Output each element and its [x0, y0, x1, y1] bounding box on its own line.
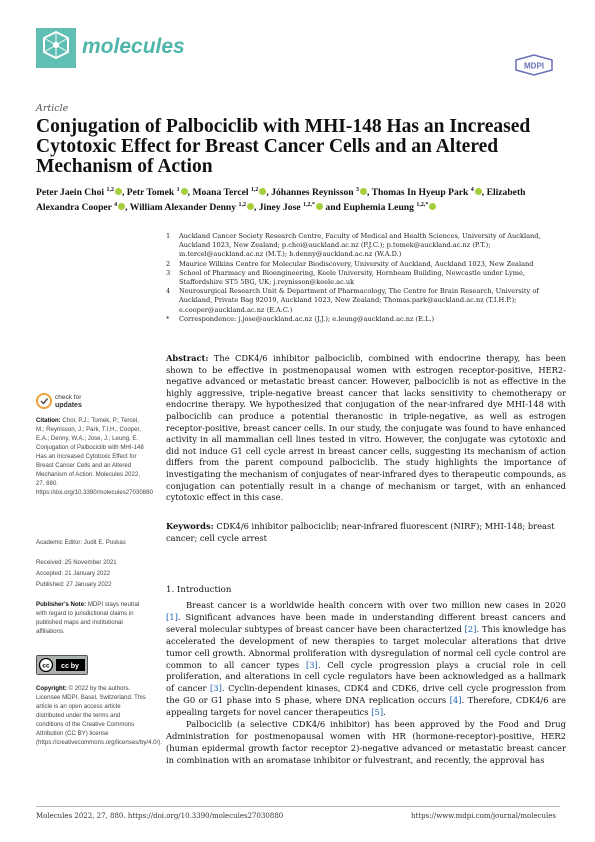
affiliation-item	[166, 315, 566, 324]
footer-journal-link[interactable]: https://www.mdpi.com/journal/molecules	[410, 812, 556, 820]
author-name: William Alexander Denny $^{1,2}$	[130, 202, 254, 213]
author-affiliation-marker: 1	[176, 187, 180, 193]
copyright-label: Copyright:	[36, 685, 67, 692]
mdpi-logo-icon	[514, 54, 554, 76]
orcid-icon[interactable]	[115, 188, 122, 195]
section-heading: 1. Introduction	[166, 585, 232, 595]
citation-link[interactable]: [2]	[464, 623, 477, 634]
svg-text:updates: updates	[55, 402, 82, 409]
orcid-icon[interactable]	[247, 203, 254, 210]
author-affiliation-marker: 1,2,*	[416, 202, 429, 209]
author-affiliation-marker: 1,2	[250, 187, 259, 193]
author-list: Peter Jaein Choi $^{1,2}$ , Petr Tomek $^1$ , Moana Tercel $^{1,2}$ , Jóhannes Reynisson $^3$ , Thomas In Hyeup Park $^4$ , Elizabeth Alexandra Cooper $^4$ , William Alexander Denny $^{1,2}$ , Jiney Jose $^{1,2,*}$ and Euphemia Leung $^{1,2,*}$	[36, 187, 526, 214]
svg-text:cc: cc	[42, 662, 50, 670]
journal-name: molecules	[82, 35, 185, 58]
citation-block	[36, 416, 153, 497]
orcid-icon[interactable]	[475, 188, 482, 195]
affiliation-text: Correspondence: j.jose@auckland.ac.nz (J.J.); e.leung@auckland.ac.nz (E.L.)	[179, 314, 435, 323]
paper-title: Conjugation of Palbociclib with MHI-148 Has an Increased Cytotoxic Effect for Breast Cancer Cells and an Altered Mechanism of Action	[36, 116, 531, 177]
received-date: Received: 25 November 2021	[36, 559, 117, 566]
author-affiliation-marker: 4	[114, 202, 118, 209]
body-text-run: . This knowledge has accelerated the development of new therapies to target molecular alterations that drive tumor cell growth. Abnormal proliferation with dysregulation of normal cell cycle control are common to all cancer types	[166, 623, 566, 670]
affiliation-text: Auckland Cancer Society Research Centre, Faculty of Medical and Health Sciences, University of Auckland, Auckland 1023, New Zealand; p.choi@auckland.ac.nz (P.J.C.); p.tomek@auckland.ac.nz (P.T.); m.tercel@auckland.ac.nz (M.T.); b.denny@auckland.ac.nz (W.A.D.)	[179, 232, 541, 259]
check-for-updates-button[interactable]	[36, 391, 104, 411]
orcid-icon[interactable]	[316, 203, 323, 210]
keywords	[166, 521, 566, 544]
published-date: Published: 27 January 2022	[36, 581, 112, 588]
orcid-icon[interactable]	[360, 188, 367, 195]
citation-link[interactable]: [5]	[371, 707, 384, 718]
cc-by-license-icon[interactable]	[36, 655, 88, 675]
author-affiliation-marker: 3	[355, 187, 359, 193]
abstract-text: The CDK4/6 inhibitor palbociclib, combined with endocrine therapy, has been shown to be effective in postmenopausal women with estrogen receptor-positive, HER2-negative advanced or metastatic breast cancer. However, palbociclib is not as effective in the highly aggressive, triple-negative breast cancer that lacks sensitivity to chemotherapy or endocrine therapy. We hypothesized that conjugation of the near-infrared dye MHI-148 with palbociclib can produce a potential theranostic in triple-negative, as well as estrogen receptor-positive, breast cancer cells. In our study, the conjugate was found to have enhanced activity in all mammalian cell lines tested in vitro. However, the conjugate was cytotoxic and did not induce G1 cell cycle arrest in breast cancer cells, suggesting its mechanism of action differs from the parent compound palbociclib. The study highlights the importance of investigating the mechanism of conjugates of near-infrared dyes to therapeutic compounds, as conjugation can potentially result in a change of mechanism or target, with an enhanced cytotoxic effect in this case.	[166, 353, 567, 503]
author-affiliation-marker: 4	[470, 187, 474, 193]
body-text-run: . Therefore, CDK4/6 are appealing targets for novel cancer therapeutics	[166, 695, 566, 718]
author-name: Petr Tomek $^1$	[127, 187, 188, 198]
affiliation-item	[166, 269, 566, 287]
body-paragraph: Palbociclib (a selective CDK4/6 inhibitor) has been approved by the Food and Drug Administration for postmenopausal women with HR (hormone-receptor)-positive, HER2 (human epidermal growth factor receptor 2)-negative advanced or metastatic breast cancer in combination with an aromatase inhibitor or fulvestrant, and recently, the approval has	[166, 719, 566, 765]
citation-link[interactable]: [4]	[449, 695, 462, 706]
citation-link[interactable]: [3]	[210, 683, 222, 694]
body-text-run: Breast cancer is a worldwide health concern with over two million new cases in 2020	[186, 600, 566, 610]
copyright: Copyright: © 2022 by the authors. Licensee MDPI, Basel, Switzerland. This article is an open access article distributed under the terms and conditions of the Creative Commons Attribution (CC BY) license (https://creativecommons.org/licenses/by/4.0/).	[36, 685, 162, 746]
body-text-run: . Cell cycle progression plays a crucial role in cell proliferation, and alterations in cell cycle regulators have been acknowledged as a hallmark of cancer	[166, 659, 566, 694]
author-name: Euphemia Leung $^{1,2,*}$	[343, 202, 436, 213]
svg-text:cc by: cc by	[61, 663, 79, 670]
author-name: Thomas In Hyeup Park $^4$	[372, 187, 482, 198]
author-name: Elizabeth Alexandra Cooper $^4$	[36, 187, 526, 214]
orcid-icon[interactable]	[118, 203, 125, 210]
author-name: Jiney Jose $^{1,2,*}$	[259, 202, 323, 213]
affiliation-text: Maurice Wilkins Centre for Molecular Biodiscovery, University of Auckland, Auckland 1023, New Zealand	[179, 259, 534, 268]
orcid-icon[interactable]	[259, 188, 266, 195]
body-text-run: . Significant advances have been made in understanding different breast cancers and several molecular subtypes of breast cancer have been characterized	[166, 611, 566, 634]
affiliation-number: *	[166, 314, 170, 323]
citation-link[interactable]: [1]	[166, 611, 178, 622]
affiliation-item	[166, 287, 566, 315]
body-text-run: .	[383, 707, 386, 718]
author-name: Moana Tercel $^{1,2}$	[192, 187, 266, 198]
affiliation-number: 1	[166, 232, 171, 240]
affiliation-number: 2	[166, 259, 171, 268]
abstract-label: Abstract:	[166, 353, 209, 363]
journal-logo-icon	[36, 28, 76, 68]
affiliation-item	[166, 260, 566, 269]
publisher-note: Publisher’s Note: MDPI stays neutral with regard to jurisdictional claims in published maps and institutional affiliations.	[36, 601, 140, 635]
author-name: Jóhannes Reynisson $^3$	[271, 187, 367, 198]
keywords-text: CDK4/6 inhibitor palbociclib; near-infrared fluorescent (NIRF); MHI-148; breast cancer; cell cycle arrest	[166, 521, 555, 543]
affiliation-item	[166, 232, 566, 260]
author-affiliation-marker: 1,2,*	[303, 202, 315, 209]
orcid-icon[interactable]	[181, 188, 188, 195]
citation-text: Choi, P.J.; Tomek, P.; Tercel, M.; Reynisson, J.; Park, T.I.H.; Cooper, E.A.; Denny, W.A.; Jose, J.; Leung, E. Conjugation of Palbociclib with MHI-148 Has an Increased Cytotoxic Effect for Breast Cancer Cells and an Altered Mechanism of Action. Molecules 2022, 27, 880. https://doi.org/10.3390/molecules27030880	[36, 417, 153, 496]
academic-editor: Academic Editor: Judit E. Puskas	[36, 539, 126, 546]
footer-citation: Molecules 2022, 27, 880. https://doi.org/10.3390/molecules27030880	[36, 812, 284, 820]
footer-divider	[36, 806, 560, 807]
abstract	[166, 353, 566, 504]
body-text	[166, 600, 566, 767]
body-text-run: . Cyclin-dependent kinases, CDK4 and CDK6, drive cell cycle progression from the G0 or G1 phase into S phase, where DNA replication occurs	[166, 683, 566, 706]
article-type: Article	[36, 103, 69, 114]
author-affiliation-marker: 1,2	[238, 202, 246, 209]
affiliation-number: 3	[166, 268, 171, 277]
citation-link[interactable]: [3]	[305, 659, 318, 670]
author-name: Peter Jaein Choi $^{1,2}$	[36, 187, 122, 198]
citation-label: Citation:	[36, 417, 61, 424]
author-affiliation-marker: 1,2	[106, 187, 114, 193]
affiliations	[166, 232, 566, 324]
affiliation-text: Neurosurgical Research Unit & Department of Pharmacology, The Centre for Brain Research, University of Auckland, Private Bag 92019, Auckland 1023, New Zealand; Thomas.park@auckland.ac.nz (T.I.H.P.); e.cooper@auckland.ac.nz (E.A.C.)	[179, 287, 539, 314]
svg-text:MDPI: MDPI	[524, 61, 544, 71]
body-paragraph	[166, 600, 566, 719]
svg-text:check for: check for	[55, 394, 82, 401]
keywords-label: Keywords:	[166, 521, 214, 531]
affiliation-text: School of Pharmacy and Bioengineering, Keele University, Hornbeam Building, Newcastle under Lyme, Staffordshire ST5 5BG, UK; j.reynisson@keele.ac.uk	[179, 268, 525, 287]
footer	[36, 812, 556, 820]
orcid-icon[interactable]	[429, 203, 436, 210]
accepted-date: Accepted: 21 January 2022	[36, 570, 111, 577]
publisher-note-label: Publisher’s Note:	[36, 601, 87, 608]
affiliation-number: 4	[166, 287, 171, 296]
